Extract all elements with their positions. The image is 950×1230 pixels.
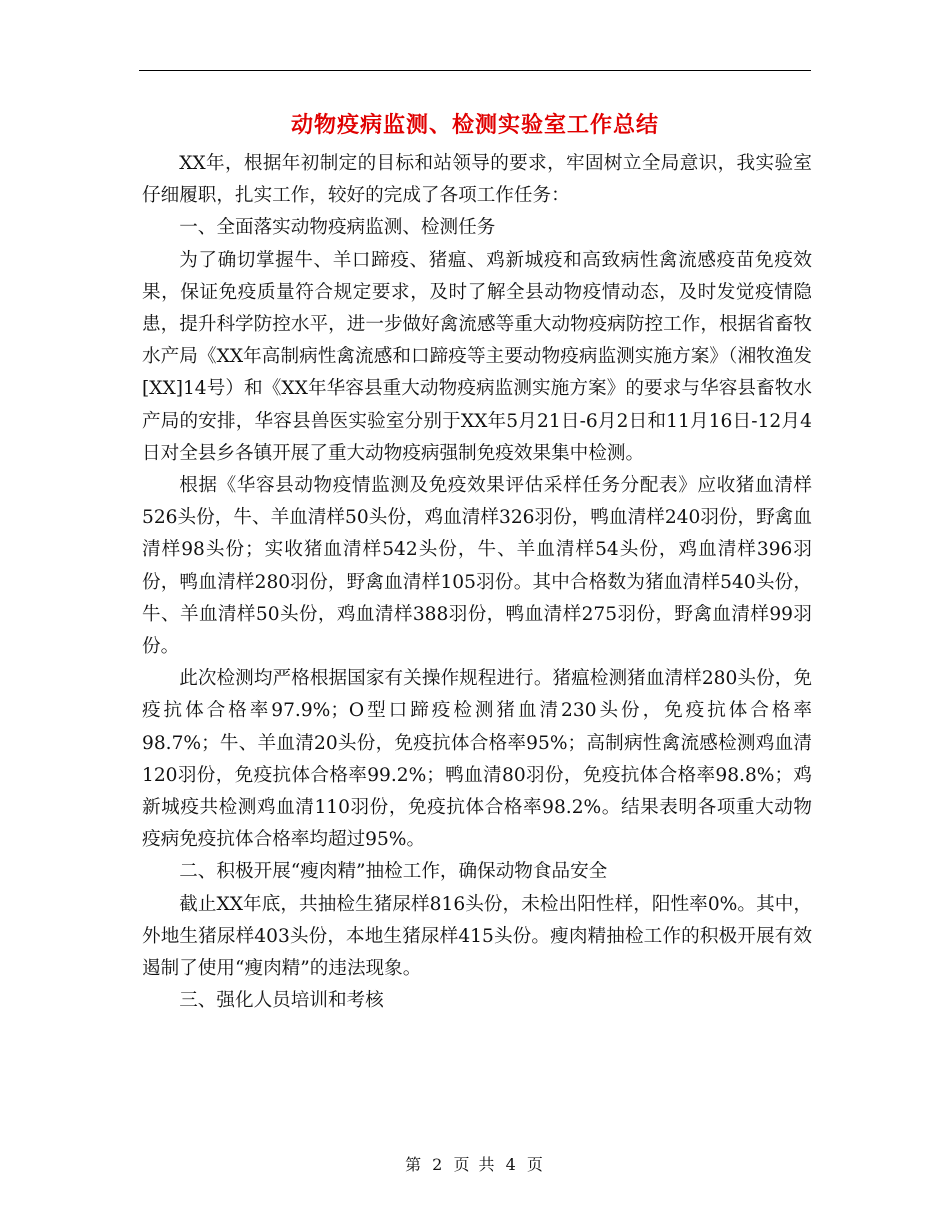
- section-heading-2: 二、积极开展“瘦肉精”抽检工作，确保动物食品安全: [179, 861, 608, 883]
- body-paragraph: 此次检测均严格根据国家有关操作规程进行。猪瘟检测猪血清样280头份，免疫抗体合格率97.9%；O型口蹄疫检测猪血清230头份，免疫抗体合格率98.7%；牛、羊血清20头份，免疫抗体合格率95%；高制病性禽流感检测鸡血清120羽份，免疫抗体合格率99.2%；鸭血清80羽份，免疫抗体合格率98.8%；鸡新城疫共检测鸡血清110羽份，免疫抗体合格率98.2%。结果表明各项重大动物疫病免疫抗体合格率均超过95%。: [142, 668, 812, 851]
- section-heading-3: 三、强化人员培训和考核: [179, 990, 384, 1012]
- footer-page-suffix: 页: [526, 1155, 545, 1174]
- section-heading-1: 一、全面落实动物疫病监测、检测任务: [179, 217, 496, 239]
- body-paragraph: 截止XX年底，共抽检生猪尿样816头份，未检出阳性样，阳性率0%。其中，外地生猪尿样403头份，本地生猪尿样415头份。瘦肉精抽检工作的积极开展有效遏制了使用“瘦肉精”的违法现象。: [142, 893, 812, 980]
- footer-total-pages: 4: [505, 1155, 518, 1174]
- footer-page-number: 2: [432, 1155, 445, 1174]
- body-paragraph: 根据《华容县动物疫情监测及免疫效果评估采样任务分配表》应收猪血清样526头份，牛、羊血清样50头份，鸡血清样326羽份，鸭血清样240羽份，野禽血清样98头份；实收猪血清样542头份，牛、羊血清样54头份，鸡血清样396羽份，鸭血清样280羽份，野禽血清样105羽份。其中合格数为猪血清样540头份，牛、羊血清样50头份，鸡血清样388羽份，鸭血清样275羽份，野禽血清样99羽份。: [142, 475, 812, 658]
- intro-paragraph: XX年，根据年初制定的目标和站领导的要求，牢固树立全局意识，我实验室仔细履职，扎实工作，较好的完成了各项工作任务：: [142, 153, 812, 207]
- page-footer: [0, 1152, 950, 1175]
- footer-page-prefix: 第: [405, 1155, 424, 1174]
- document-title: 动物疫病监测、检测实验室工作总结: [290, 112, 659, 138]
- footer-page-middle: 页 共: [453, 1155, 497, 1174]
- header-rule: [139, 70, 811, 71]
- document-body: [142, 148, 812, 1017]
- body-paragraph: 为了确切掌握牛、羊口蹄疫、猪瘟、鸡新城疫和高致病性禽流感疫苗免疫效果，保证免疫质量符合规定要求，及时了解全县动物疫情动态，及时发觉疫情隐患，提升科学防控水平，进一步做好禽流感等重大动物疫病防控工作，根据省畜牧水产局《XX年高制病性禽流感和口蹄疫等主要动物疫病监测实施方案》（湘牧渔发[XX]14号）和《XX年华容县重大动物疫病监测实施方案》的要求与华容县畜牧水产局的安排，华容县兽医实验室分别于XX年5月21日-6月2日和11月16日-12月4日对全县乡各镇开展了重大动物疫病强制免疫效果集中检测。: [142, 249, 812, 464]
